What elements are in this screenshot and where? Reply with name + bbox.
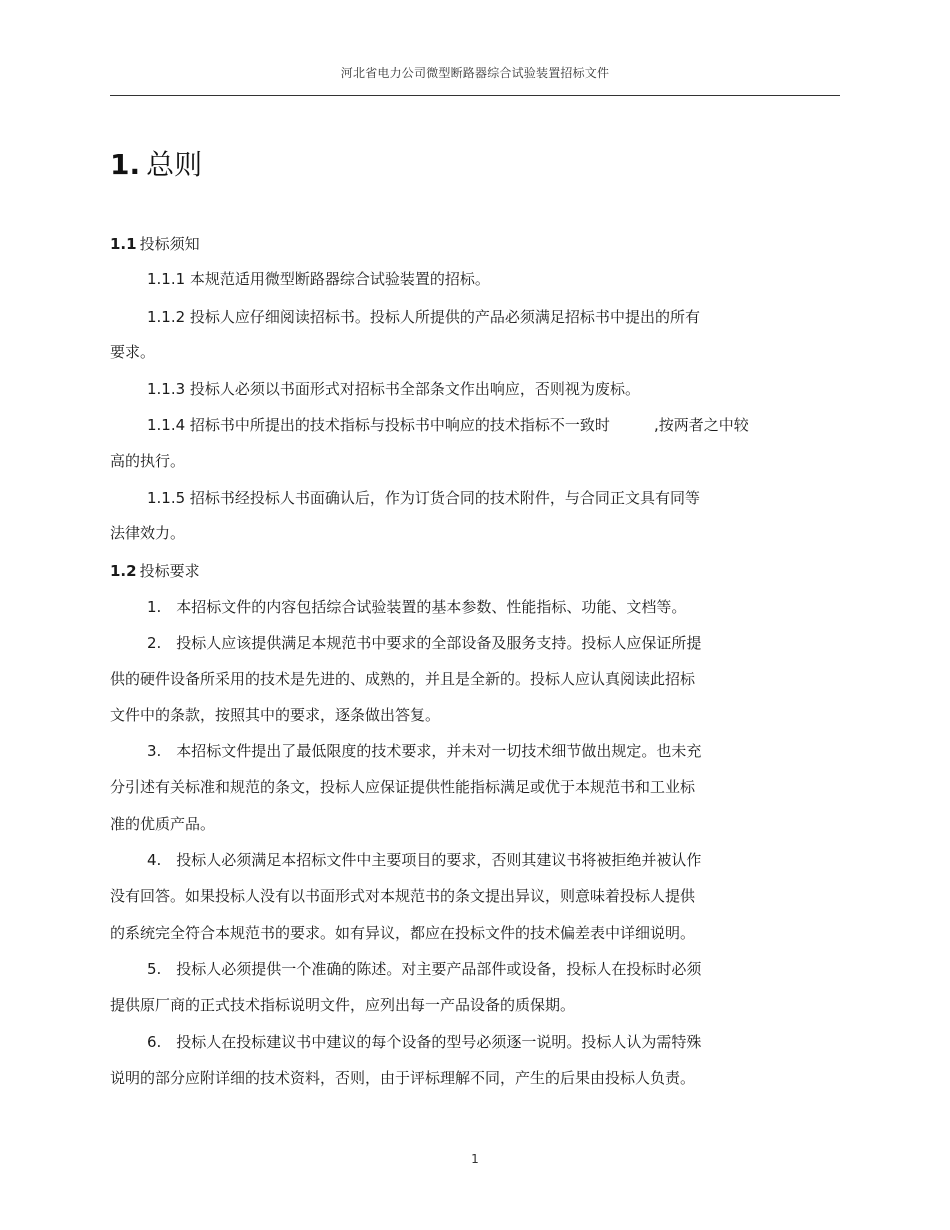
paragraph-line: 1.1.5 招标书经投标人书面确认后，作为订货合同的技术附件，与合同正文具有同等 — [147, 489, 700, 507]
chapter-name: 总则 — [146, 148, 203, 181]
paragraph-line: 要求。 — [110, 343, 156, 361]
paragraph-line: 1.1.2 投标人应仔细阅读招标书。投标人所提供的产品必须满足招标书中提出的所有 — [147, 308, 700, 326]
paragraph-line: 说明的部分应附详细的技术资料，否则，由于评标理解不同，产生的后果由投标人负责。 — [110, 1069, 696, 1087]
section-number: 1.1 — [110, 235, 137, 253]
paragraph-line: 高的执行。 — [110, 452, 186, 470]
paragraph-line: 的系统完全符合本规范书的要求。如有异议，都应在投标文件的技术偏差表中详细说明。 — [110, 924, 696, 942]
paragraph-line: 1.1.3 投标人必须以书面形式对招标书全部条文作出响应，否则视为废标。 — [147, 380, 640, 398]
paragraph-line: 分引述有关标准和规范的条文，投标人应保证提供性能指标满足或优于本规范书和工业标 — [110, 778, 696, 796]
paragraph-line: 准的优质产品。 — [110, 815, 216, 833]
paragraph-line: 6. 投标人在投标建议书中建议的每个设备的型号必须逐一说明。投标人认为需特殊 — [147, 1033, 702, 1051]
section-number: 1.2 — [110, 562, 137, 580]
header-rule — [110, 95, 840, 96]
paragraph-segment: ,按两者之中较 — [653, 416, 749, 434]
paragraph-line: 文件中的条款，按照其中的要求，逐条做出答复。 — [110, 706, 441, 724]
paragraph-segment: 1.1.4 招标书中所提出的技术指标与投标书中响应的技术指标不一致时 — [147, 416, 610, 434]
section-heading-1-1 — [110, 234, 200, 254]
paragraph-line: 5. 投标人必须提供一个准确的陈述。对主要产品部件或设备，投标人在投标时必须 — [147, 960, 702, 978]
running-header: 河北省电力公司微型断路器综合试验装置招标文件 — [340, 66, 610, 80]
paragraph-line: 供的硬件设备所采用的技术是先进的、成熟的，并且是全新的。投标人应认真阅读此招标 — [110, 670, 696, 688]
page-number: 1 — [471, 1152, 479, 1166]
paragraph-line: 4. 投标人必须满足本招标文件中主要项目的要求，否则其建议书将被拒绝并被认作 — [147, 851, 702, 869]
section-title: 投标要求 — [139, 562, 200, 580]
section-heading-1-2 — [110, 561, 200, 581]
section-title: 投标须知 — [139, 235, 200, 253]
chapter-title — [110, 143, 202, 183]
paragraph-line: 3. 本招标文件提出了最低限度的技术要求，并未对一切技术细节做出规定。也未充 — [147, 742, 702, 760]
paragraph-line: 提供原厂商的正式技术指标说明文件，应列出每一产品设备的质保期。 — [110, 996, 576, 1014]
chapter-number: 1. — [110, 148, 141, 181]
paragraph-line: 没有回答。如果投标人没有以书面形式对本规范书的条文提出异议，则意味着投标人提供 — [110, 887, 696, 905]
paragraph-line: 1.1.1 本规范适用微型断路器综合试验装置的招标。 — [147, 270, 490, 288]
paragraph-line — [147, 415, 749, 435]
paragraph-line: 1. 本招标文件的内容包括综合试验装置的基本参数、性能指标、功能、文档等。 — [147, 598, 687, 616]
paragraph-line: 法律效力。 — [110, 524, 186, 542]
paragraph-line: 2. 投标人应该提供满足本规范书中要求的全部设备及服务支持。投标人应保证所提 — [147, 634, 702, 652]
